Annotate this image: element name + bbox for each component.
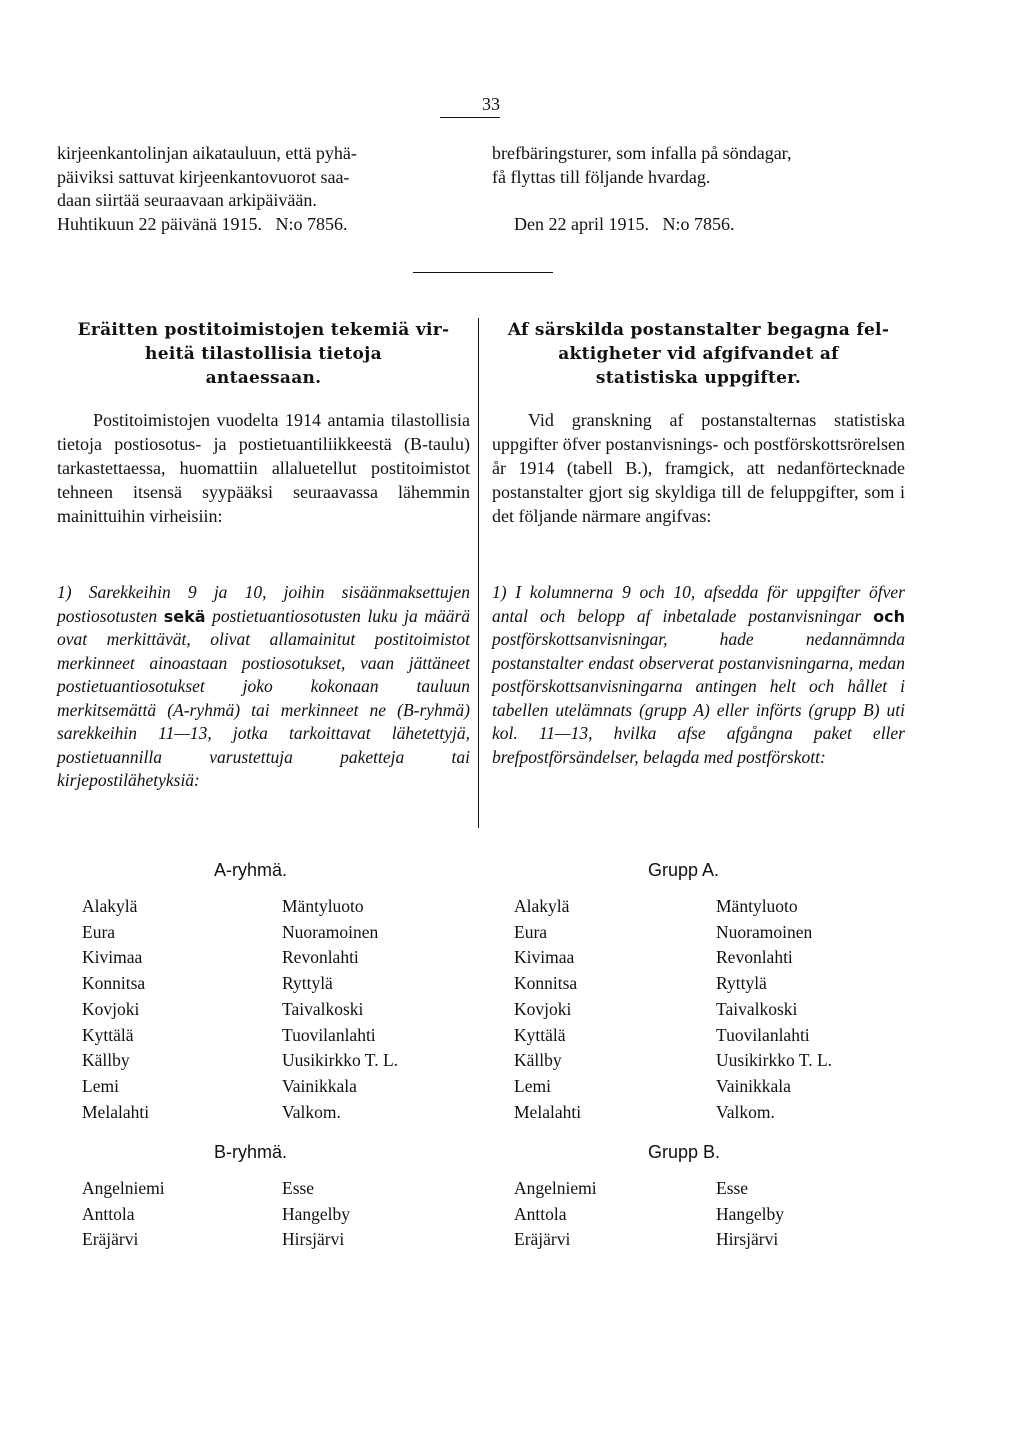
list-item: Eräjärvi [514,1229,571,1250]
list-item: Konnitsa [514,973,578,994]
page-number: 33 [440,94,500,118]
group-b-sv-col2 [716,1176,784,1253]
top-right-text [492,142,905,237]
top-left-text [57,142,470,236]
list-item: Valkom. [716,1101,775,1122]
list-item: Nuoramoinen [282,921,379,942]
list-item: Uusikirkko T. L. [716,1050,833,1071]
list-item: Valkom. [282,1101,341,1122]
text-line: kirjeenkantolinjan aikatauluun, että pyhä- [57,143,357,163]
group-b-title-sv: Grupp B. [648,1142,721,1162]
group-b-fi-col1 [82,1176,165,1253]
list-item: Kyttälä [82,1024,134,1045]
list-item: Tuovilanlahti [716,1024,810,1045]
list-item: Alakylä [514,896,570,916]
list-item: Revonlahti [716,947,793,968]
group-a-fi-col2 [282,894,398,1125]
text-line: päiviksi sattuvat kirjeenkantovuorot saa- [57,166,350,187]
right-section-heading [492,318,905,390]
group-a-fi-col1 [82,894,149,1125]
italic-text: 1) I kolumnerna 9 och 10, afsedda för uppgifter öfver antal och belopp af inbetalade postanvisningar [492,582,905,626]
italic-text: postietuantiosotusten luku ja määrä ovat merkittävät, olivat allamainitut postitoimistot merkinneet ainoastaan postiosotukset, vaan jättäneet postietuantiosotukset joko kokonaan tauluun merkitsemättä (A-ryhmä) tai merkinneet ne (B-ryhmä) sarekkeihin 11—13, jotka tarkoittavat lähetettyjä, postietuannilla varustettuja paketteja tai kirjepostilähetyksiä: [57,605,471,790]
list-item: Kivimaa [82,947,143,968]
list-item: Ryttylä [716,973,767,994]
heading-line: statistiska uppgifter. [595,368,802,388]
list-item: Esse [716,1178,749,1198]
list-item: Källby [82,1050,130,1071]
list-item: Kyttälä [514,1024,566,1045]
list-item: Hirsjärvi [716,1229,779,1250]
list-item: Ryttylä [282,973,333,994]
date-line: Den 22 april 1915. N:o 7856. [514,214,735,234]
right-paragraph: Vid granskning af postanstalternas statistiska uppgifter öfver postanvisnings- och postförskottsrörelsen år 1914 (tabell B.), framgick, att nedanförtecknade postanstalter gjort sig skyldiga till de feluppgifter, som i det följande närmare angifvas: [492,410,905,526]
group-b-title-fi: B-ryhmä. [214,1142,288,1162]
spaced-word: sekä [163,606,206,626]
list-item: Lemi [82,1075,119,1096]
text-line: Huhtikuun 22 päivänä 1915. N:o 7856. [57,213,348,234]
italic-text: postförskottsanvisningar, hade nedannämnda postanstalter endast observerat postanvisningarna, medan postförskottsanvisningarna antingen helt och hållet i tabellen utelämnats (grupp A) eller införts (grupp B) uti kol. 11—13, hvilka afse afgångna paket eller brefpostförsändelser, belagda med postförskott: [492,629,905,767]
list-item: Konnitsa [82,973,146,994]
list-item: Mäntyluoto [716,896,798,916]
text-line: daan siirtää seuraavaan arkipäivään. [57,190,317,210]
list-item: Anttola [82,1203,135,1224]
section-separator [413,272,553,273]
column-divider [478,318,479,828]
list-item: Källby [514,1050,562,1071]
list-item: Angelniemi [82,1178,165,1198]
list-item: Eura [514,921,548,942]
list-item: Taivalkoski [282,998,364,1019]
list-item: Hirsjärvi [282,1229,345,1250]
list-item: Kivimaa [514,947,575,968]
heading-line: Af särskilda postanstalter begagna fel- [507,320,890,340]
list-item: Angelniemi [514,1178,597,1198]
left-section-heading [57,318,470,390]
heading-line: aktigheter vid afgifvandet af [558,344,839,364]
group-a-sv-col1 [514,894,581,1125]
list-item: Lemi [514,1075,551,1096]
group-a-title-fi: A-ryhmä. [214,860,288,880]
text-line: få flyttas till följande hvardag. [492,166,711,187]
left-italic-paragraph [57,581,470,793]
group-a-sv-col2 [716,894,832,1125]
group-b-fi-col2 [282,1176,350,1253]
list-item: Tuovilanlahti [282,1024,376,1045]
text-line: brefbäringsturer, som infalla på söndagar, [492,143,792,163]
list-item: Mäntyluoto [282,896,364,916]
group-a-title-sv: Grupp A. [648,860,720,880]
list-item: Melalahti [514,1101,582,1122]
list-item: Nuoramoinen [716,921,813,942]
list-item: Melalahti [82,1101,150,1122]
heading-line: antaessaan. [205,368,322,388]
list-item: Hangelby [282,1203,351,1224]
list-item: Taivalkoski [716,998,798,1019]
list-item: Vainikkala [716,1075,791,1096]
list-item: Esse [282,1178,315,1198]
list-item: Revonlahti [282,947,359,968]
list-item: Kovjoki [514,998,572,1019]
list-item: Alakylä [82,896,138,916]
spaced-word: och [873,606,906,626]
group-b-sv-col1 [514,1176,597,1253]
list-item: Uusikirkko T. L. [282,1050,399,1071]
list-item: Anttola [514,1203,567,1224]
heading-line: Eräitten postitoimistojen tekemiä vir- [77,320,450,340]
list-item: Hangelby [716,1203,785,1224]
left-paragraph: Postitoimistojen vuodelta 1914 antamia tilastollisia tietoja postiosotus- ja postietuantiliikkeestä (B-taulu) tarkastettaessa, huomattiin allaluetellut postitoimistot tehneen itsensä syypääksi seuraavassa lähemmin mainittuihin virheisiin: [57,410,470,526]
italic-text: 1) Sarekkeihin 9 ja 10, joihin sisäänmaksettujen postiosotusten [57,582,470,626]
heading-line: heitä tilastollisia tietoja [145,344,382,364]
list-item: Kovjoki [82,998,140,1019]
right-italic-paragraph [492,581,905,769]
list-item: Eräjärvi [82,1229,139,1250]
list-item: Eura [82,921,116,942]
list-item: Vainikkala [282,1075,357,1096]
